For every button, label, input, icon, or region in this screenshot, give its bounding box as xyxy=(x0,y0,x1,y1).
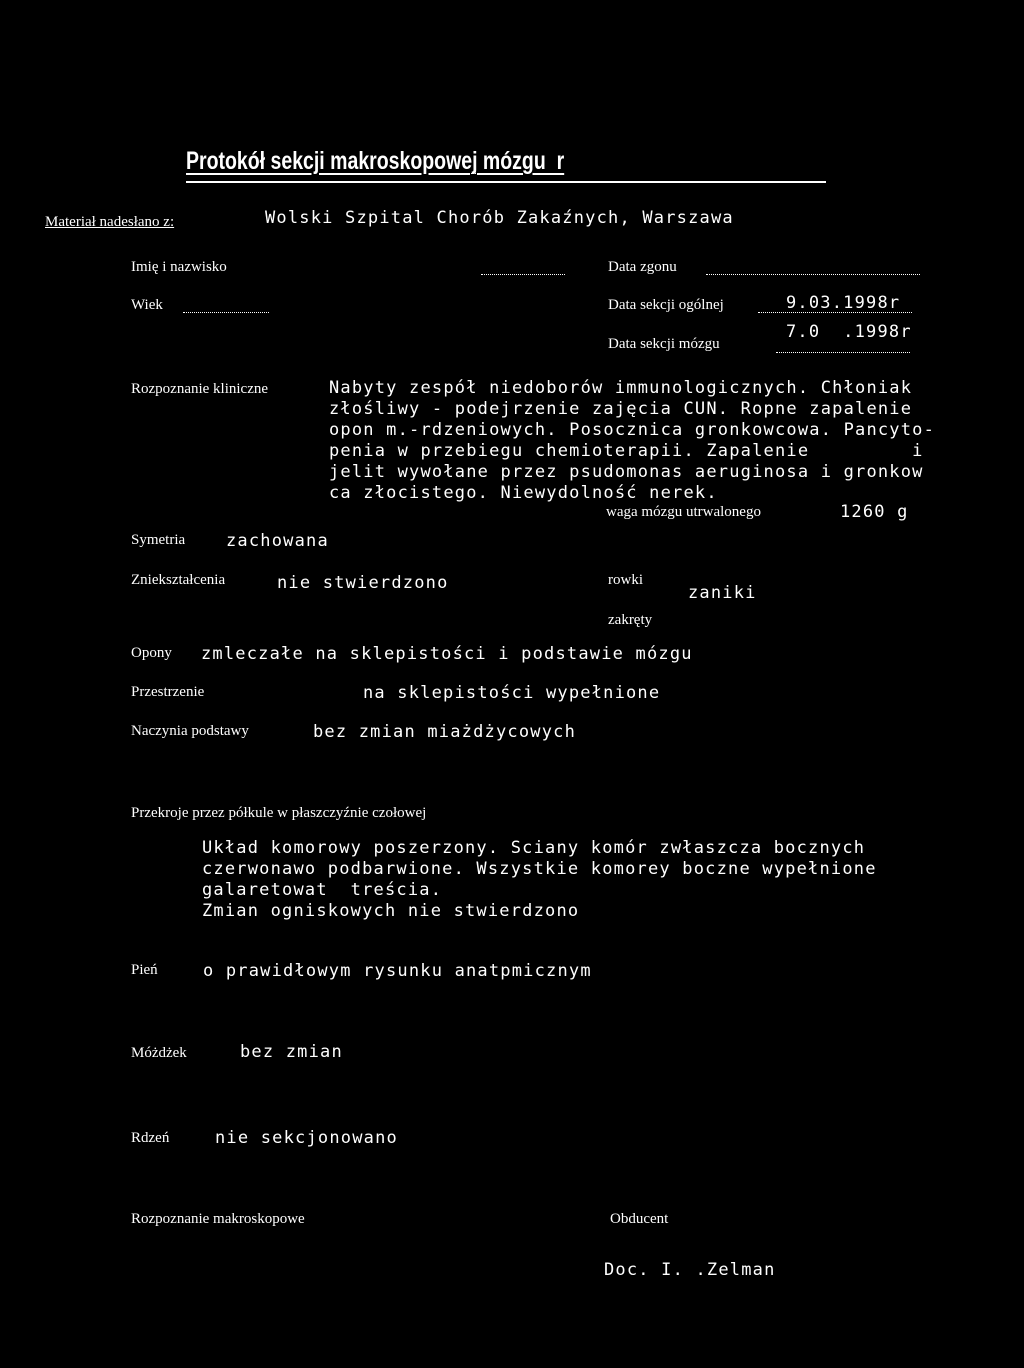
meninges-value: zmleczałe na sklepistości i podstawie mózgu xyxy=(201,644,693,664)
clinical-diagnosis-text xyxy=(329,378,935,504)
diagnosis-line: jelit wywołane przez psudomonas aeruginosa i gronkow xyxy=(329,462,924,482)
brain-autopsy-value: 7.0 .1998r xyxy=(786,322,912,342)
diagnosis-line: opon m.-rdzeniowych. Posocznica gronkowcowa. Pancyto- xyxy=(329,420,936,440)
macroscopic-diagnosis-label: Rozpoznanie makroskopowe xyxy=(131,1211,305,1227)
age-field xyxy=(183,312,269,313)
spinal-cord-label: Rdzeń xyxy=(131,1130,170,1146)
basal-vessels-value: bez zmian miażdżycowych xyxy=(313,722,577,742)
general-autopsy-value: 9.03.1998r xyxy=(786,293,901,313)
coronal-line: czerwonawo podbarwione. Wszystkie komorey boczne wypełnione xyxy=(202,859,877,879)
brainstem-value: o prawidłowym rysunku anatpmicznym xyxy=(203,961,592,981)
cerebellum-value: bez zmian xyxy=(240,1042,343,1062)
examiner-label: Obducent xyxy=(610,1211,669,1227)
death-date-label: Data zgonu xyxy=(608,259,677,275)
meninges-label: Opony xyxy=(131,645,172,661)
deformation-label: Zniekształcenia xyxy=(131,572,226,588)
diagnosis-line: złośliwy - podejrzenie zajęcia CUN. Ropne zapalenie xyxy=(329,399,913,419)
title-blank xyxy=(466,173,506,174)
title-rule xyxy=(186,181,826,183)
spaces-label: Przestrzenie xyxy=(131,684,205,700)
name-field xyxy=(481,274,565,275)
coronal-sections-label: Przekroje przez półkule w płaszczyźnie czołowej xyxy=(131,805,427,821)
diagnosis-line: Nabyty zespół niedoborów immunologicznych. Chłoniak xyxy=(329,378,913,398)
brain-autopsy-label: Data sekcji mózgu xyxy=(608,336,720,352)
brain-autopsy-field xyxy=(776,352,910,353)
sulci-label: rowki xyxy=(608,572,643,588)
diagnosis-line: ca złocistego. Niewydolność nerek. xyxy=(329,483,718,503)
death-date-field xyxy=(706,274,920,275)
brain-weight-label: waga mózgu utrwalonego xyxy=(606,504,761,520)
spinal-cord-value: nie sekcjonowano xyxy=(215,1128,398,1148)
brainstem-label: Pień xyxy=(131,962,158,978)
deformation-value: nie stwierdzono xyxy=(277,573,449,593)
gyri-label: zakręty xyxy=(608,612,653,628)
coronal-line: galaretowat treścia. xyxy=(202,880,443,900)
document-title: Protokół sekcji makroskopowej mózgu r xyxy=(186,147,565,175)
diagnosis-line: penia w przebiegu chemioterapii. Zapalenie i xyxy=(329,441,924,461)
brain-weight-value: 1260 g xyxy=(840,502,909,522)
symmetry-value: zachowana xyxy=(226,531,329,551)
basal-vessels-label: Naczynia podstawy xyxy=(131,723,249,739)
general-autopsy-field xyxy=(758,312,912,313)
spaces-value: na sklepistości wypełnione xyxy=(363,683,661,703)
sulci-value: zaniki xyxy=(688,583,757,603)
coronal-line: Układ komorowy poszerzony. Sciany komór zwłaszcza bocznych xyxy=(202,838,866,858)
cerebellum-label: Móżdżek xyxy=(131,1045,187,1061)
symmetry-label: Symetria xyxy=(131,532,186,548)
coronal-sections-text xyxy=(202,838,877,922)
clinical-diagnosis-label: Rozpoznanie kliniczne xyxy=(131,381,269,397)
material-label: Materiał nadesłano z: xyxy=(45,214,175,230)
material-value: Wolski Szpital Chorób Zakaźnych, Warszawa xyxy=(265,208,734,228)
age-label: Wiek xyxy=(131,297,163,313)
coronal-line: Zmian ogniskowych nie stwierdzono xyxy=(202,901,580,921)
name-label: Imię i nazwisko xyxy=(131,259,227,275)
examiner-value: Doc. I. .Zelman xyxy=(604,1260,776,1280)
general-autopsy-label: Data sekcji ogólnej xyxy=(608,297,724,313)
